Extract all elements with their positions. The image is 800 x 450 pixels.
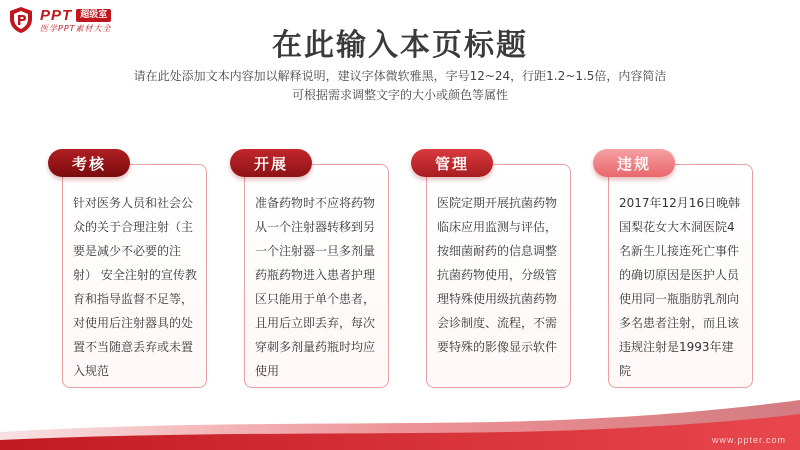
card-1-body: 针对医务人员和社会公众的关于合理注射（主要是减少不必要的注射） 安全注射的宣传教育和指导监督不足等，对使用后注射器具的处置不当随意丢弃或未置入规范: [73, 196, 197, 378]
logo-ppt-text: PPT: [40, 6, 73, 24]
card-3: [426, 164, 571, 388]
card-3-body: 医院定期开展抗菌药物临床应用监测与评估，按细菌耐药的信息调整抗菌药物使用，分级管理特殊使用级抗菌药物会诊制度、流程，不需要特殊的影像显示软件: [437, 196, 558, 354]
description-line-2: 可根据需求调整文字的大小或颜色等属性: [291, 88, 508, 102]
card-4-tag: 违规: [593, 149, 675, 177]
card-2: [244, 164, 389, 388]
card-2-tag: 开展: [230, 149, 312, 177]
card-4-body: 2017年12月16日晚韩国梨花女大木洞医院4名新生儿接连死亡事件的确切原因是医护人员使用同一瓶脂肪乳剂向多名患者注射，而且该违规注射是1993年建院: [619, 196, 741, 378]
card-4: [608, 164, 753, 388]
card-3-tag: 管理: [411, 149, 493, 177]
card-1-tag: 考核: [48, 149, 130, 177]
page-title: 在此输入本页标题: [272, 28, 528, 63]
bottom-wave-decoration: [0, 390, 800, 450]
logo-subtitle: 医学PPT素材大全: [40, 23, 112, 33]
footer-url: www.ppter.com: [711, 435, 786, 445]
description-line-1: 请在此处添加文本内容加以解释说明，建议字体微软雅黑，字号12~24，行距1.2~1.5倍，内容简洁: [133, 69, 667, 83]
logo-badge: 超级室: [76, 9, 111, 22]
card-2-body: 准备药物时不应将药物从一个注射器转移到另一个注射器一旦多剂量药瓶药物进入患者护理区只能用于单个患者，且用后立即丢弃，每次穿刺多剂量药瓶时均应使用: [255, 196, 376, 378]
card-1: [62, 164, 207, 388]
